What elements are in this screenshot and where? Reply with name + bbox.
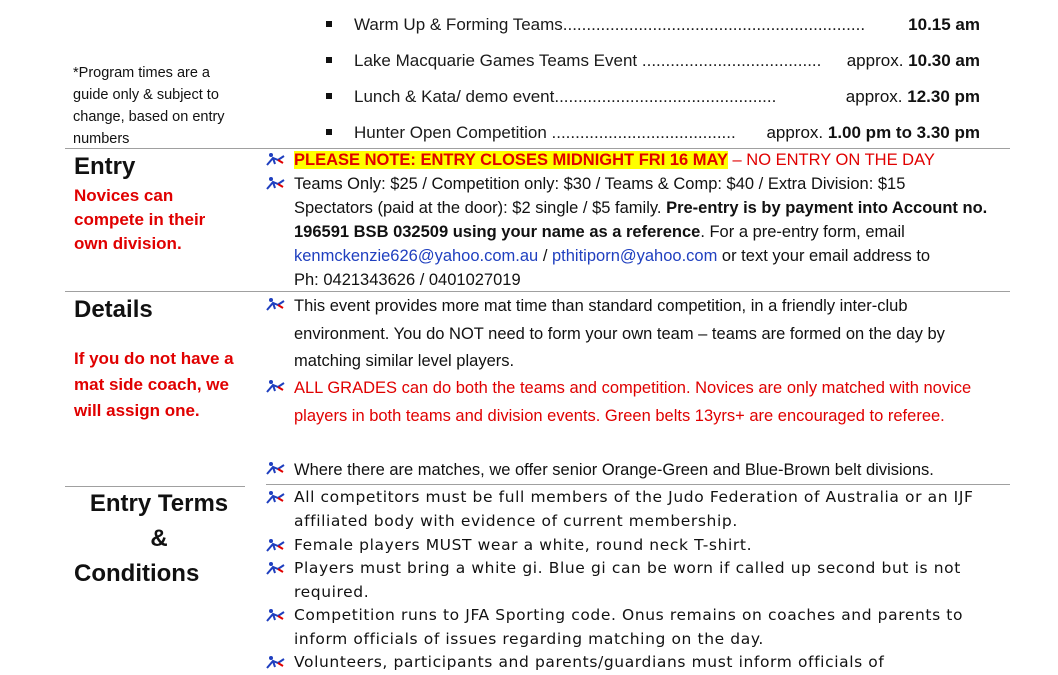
schedule-time: approx. 12.30 pm (845, 87, 980, 106)
bullet-icon (326, 129, 332, 135)
judo-thrower-icon (266, 460, 286, 476)
divider (65, 291, 1010, 292)
entry-title: Entry (74, 153, 136, 180)
divider (266, 484, 1010, 485)
judo-thrower-icon (266, 378, 286, 394)
terms-title-line-3: Conditions (74, 560, 200, 587)
schedule-time: approx. 10.30 am (846, 51, 980, 70)
email-link[interactable]: pthitiporn@yahoo.com (552, 247, 718, 265)
judo-thrower-icon (266, 537, 286, 553)
schedule-item: Hunter Open Competition ....................................... (326, 123, 736, 143)
judo-thrower-icon (266, 560, 286, 576)
judo-thrower-icon (266, 654, 286, 670)
schedule-item: Lake Macquarie Games Teams Event ...................................... (326, 51, 821, 71)
judo-thrower-icon (266, 489, 286, 505)
judo-thrower-icon (266, 151, 286, 167)
schedule-item: Warm Up & Forming Teams................................................................ (326, 15, 865, 35)
judo-thrower-icon (266, 175, 286, 191)
judo-thrower-icon (266, 296, 286, 312)
closing-highlight: PLEASE NOTE: ENTRY CLOSES MIDNIGHT FRI 16 MAY (294, 151, 728, 169)
schedule-item: Lunch & Kata/ demo event............................................... (326, 87, 776, 107)
schedule-time: 10.15 am (908, 15, 980, 34)
email-link[interactable]: kenmckenzie626@yahoo.com.au (294, 247, 539, 265)
bullet-icon (326, 93, 332, 99)
terms-title-line-2: & (150, 525, 168, 552)
schedule-note: *Program times are a guide only & subject to change, based on entry numbers (73, 65, 225, 147)
bullet-icon (326, 21, 332, 27)
judo-thrower-icon (266, 607, 286, 623)
phone-number: Ph: 0421343626 / 0401027019 (294, 271, 521, 289)
details-subtitle: If you do not have a mat side coach, we will assign one. (74, 349, 234, 420)
bullet-icon (326, 57, 332, 63)
entry-subtitle: Novices can compete in their own division. (74, 186, 206, 253)
terms-title-line-1: Entry Terms (89, 490, 229, 517)
schedule-time: approx. 1.00 pm to 3.30 pm (766, 123, 980, 142)
details-title: Details (74, 296, 153, 323)
